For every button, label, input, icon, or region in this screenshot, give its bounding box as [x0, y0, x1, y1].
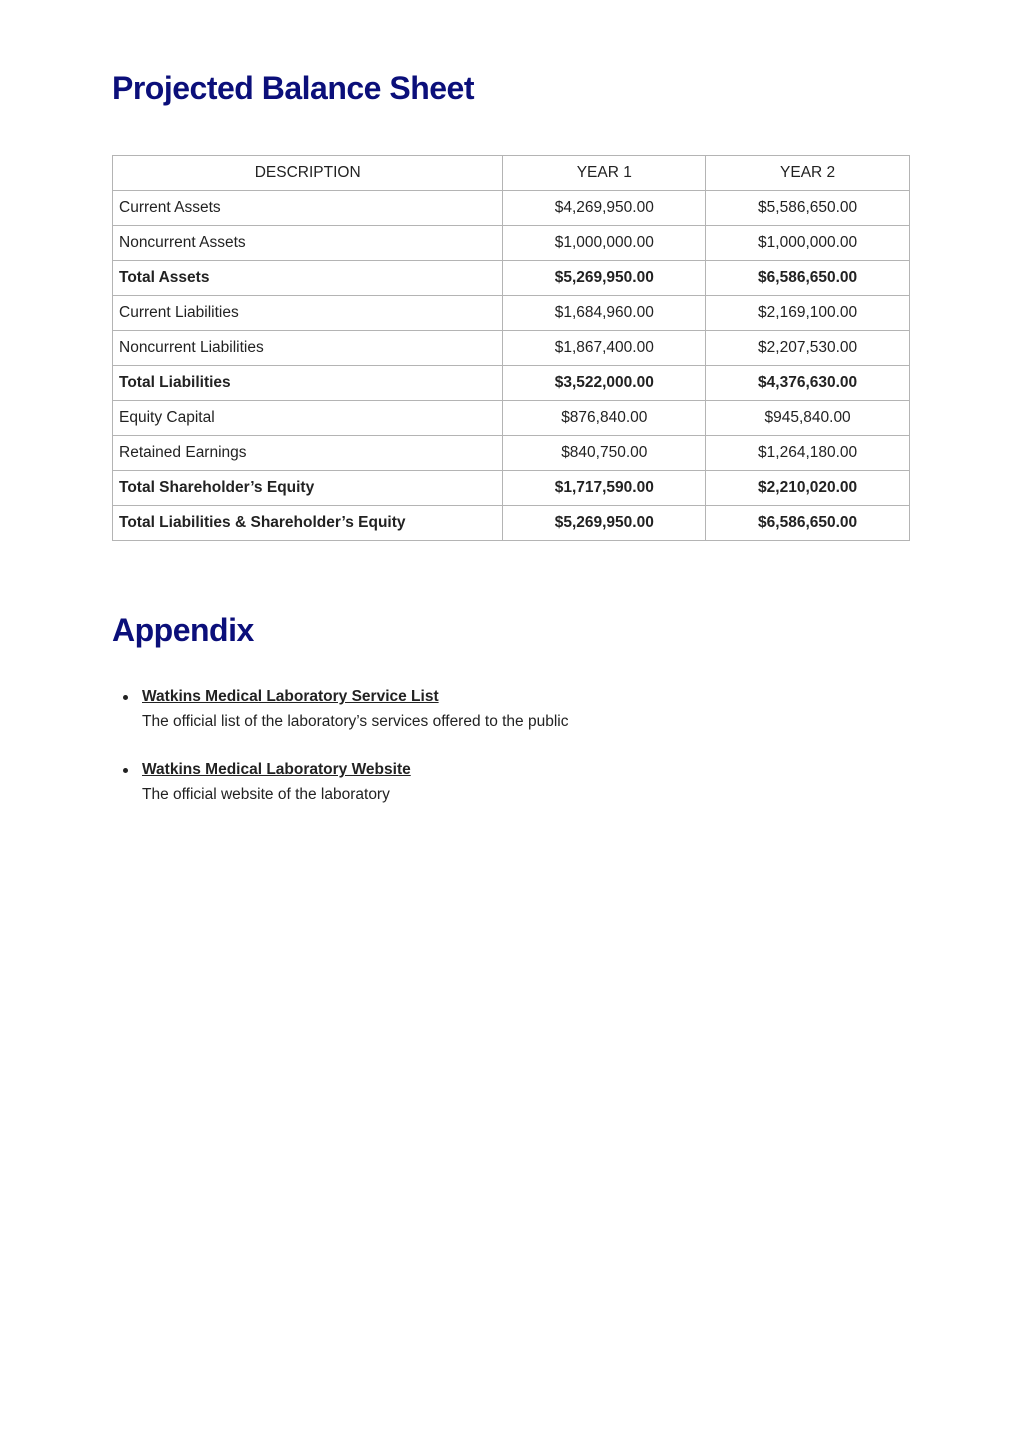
list-item	[142, 757, 568, 807]
row-description: Total Shareholder’s Equity	[113, 471, 503, 506]
table-total-row	[113, 506, 910, 541]
row-year-2: $2,169,100.00	[706, 296, 910, 331]
table-row	[113, 226, 910, 261]
bullet-icon	[123, 768, 128, 773]
row-year-1: $5,269,950.00	[503, 506, 706, 541]
service-list-link[interactable]: Watkins Medical Laboratory Service List	[142, 688, 439, 705]
row-year-2: $1,264,180.00	[706, 436, 910, 471]
row-year-2: $2,207,530.00	[706, 331, 910, 366]
table-total-row	[113, 366, 910, 401]
table-row	[113, 296, 910, 331]
table-row	[113, 436, 910, 471]
row-year-1: $840,750.00	[503, 436, 706, 471]
row-description: Noncurrent Liabilities	[113, 331, 503, 366]
table-row	[113, 191, 910, 226]
row-year-2: $6,586,650.00	[706, 261, 910, 296]
appendix-list	[112, 684, 568, 830]
appendix-title: Appendix	[112, 612, 254, 648]
row-year-1: $1,000,000.00	[503, 226, 706, 261]
table-total-row	[113, 261, 910, 296]
balance-sheet-table	[112, 155, 910, 541]
row-description: Retained Earnings	[113, 436, 503, 471]
header-year-1: YEAR 1	[503, 156, 706, 191]
row-year-1: $3,522,000.00	[503, 366, 706, 401]
website-link[interactable]: Watkins Medical Laboratory Website	[142, 761, 411, 778]
row-year-2: $4,376,630.00	[706, 366, 910, 401]
row-description: Current Liabilities	[113, 296, 503, 331]
row-year-1: $5,269,950.00	[503, 261, 706, 296]
header-description: DESCRIPTION	[113, 156, 503, 191]
row-year-1: $876,840.00	[503, 401, 706, 436]
row-year-1: $1,717,590.00	[503, 471, 706, 506]
bullet-icon	[123, 695, 128, 700]
row-description: Equity Capital	[113, 401, 503, 436]
website-description: The official website of the laboratory	[142, 786, 390, 803]
row-year-2: $1,000,000.00	[706, 226, 910, 261]
row-year-2: $945,840.00	[706, 401, 910, 436]
table-row	[113, 401, 910, 436]
row-year-2: $2,210,020.00	[706, 471, 910, 506]
row-year-1: $1,867,400.00	[503, 331, 706, 366]
table-row	[113, 331, 910, 366]
row-year-2: $5,586,650.00	[706, 191, 910, 226]
row-description: Total Liabilities & Shareholder’s Equity	[113, 506, 503, 541]
row-year-1: $4,269,950.00	[503, 191, 706, 226]
table-header-row	[113, 156, 910, 191]
row-description: Total Assets	[113, 261, 503, 296]
row-year-2: $6,586,650.00	[706, 506, 910, 541]
balance-sheet-title: Projected Balance Sheet	[112, 70, 474, 106]
table-total-row	[113, 471, 910, 506]
row-description: Noncurrent Assets	[113, 226, 503, 261]
row-description: Current Assets	[113, 191, 503, 226]
row-year-1: $1,684,960.00	[503, 296, 706, 331]
service-list-description: The official list of the laboratory’s services offered to the public	[142, 713, 569, 730]
row-description: Total Liabilities	[113, 366, 503, 401]
header-year-2: YEAR 2	[706, 156, 910, 191]
list-item	[142, 684, 568, 734]
